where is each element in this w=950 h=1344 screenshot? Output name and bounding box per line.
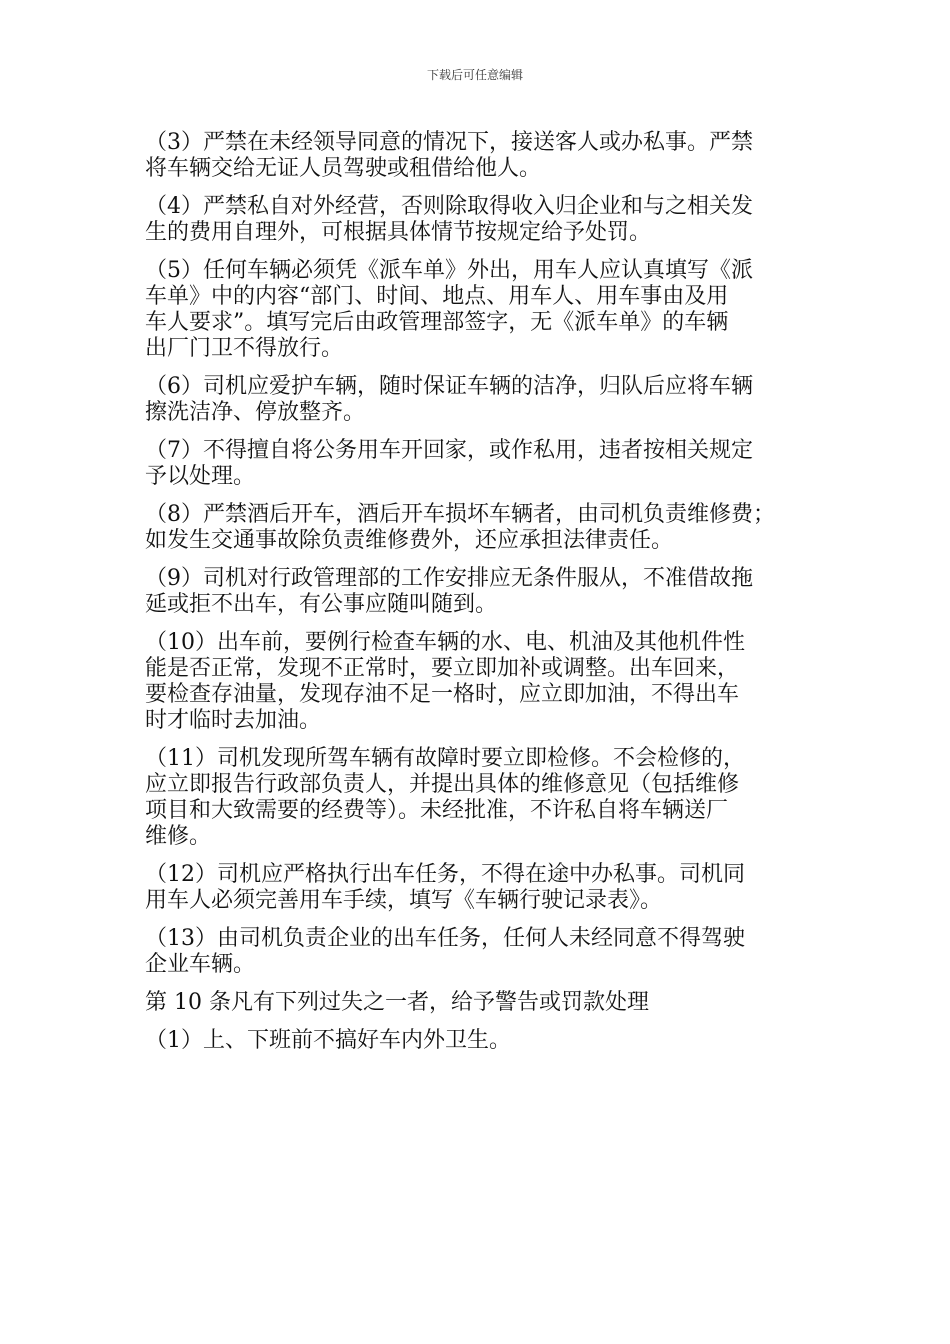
text-line: （9）司机对行政管理部的工作安排应无条件服从，不准借故拖 <box>145 566 753 591</box>
paragraph-4 <box>145 194 810 246</box>
article-10-item-1 <box>145 1028 810 1054</box>
text-line: （10）出车前，要例行检查车辆的水、电、机油及其他机件性 <box>145 630 745 655</box>
paragraph-8 <box>145 502 810 554</box>
document-body <box>145 130 810 1066</box>
text-line: 第 10 条凡有下列过失之一者，给予警告或罚款处理 <box>145 990 649 1015</box>
text-line: （8）严禁酒后开车，酒后开车损坏车辆者，由司机负责维修费； <box>145 502 775 527</box>
text-line: 予以处理。 <box>145 464 256 489</box>
article-10-heading <box>145 990 810 1016</box>
text-line: 能是否正常，发现不正常时，要立即加补或调整。出车回来， <box>145 656 740 681</box>
paragraph-6 <box>145 374 810 426</box>
text-line: 时才临时去加油。 <box>145 708 322 733</box>
text-line: 应立即报告行政部负责人，并提出具体的维修意见（包括维修 <box>145 772 740 797</box>
text-line: 企业车辆。 <box>145 952 256 977</box>
text-line: 车单》中的内容“部门、时间、地点、用车人、用车事由及用 <box>145 284 729 309</box>
text-line: 如发生交通事故除负责维修费外，还应承担法律责任。 <box>145 528 674 553</box>
text-line: （11）司机发现所驾车辆有故障时要立即检修。不会检修的， <box>145 746 745 771</box>
text-line: （12）司机应严格执行出车任务，不得在途中办私事。司机同 <box>145 862 745 887</box>
paragraph-10 <box>145 630 810 734</box>
paragraph-9 <box>145 566 810 618</box>
paragraph-5 <box>145 258 810 362</box>
text-line: 维修。 <box>145 824 212 849</box>
text-line: （4）严禁私自对外经营，否则除取得收入归企业和与之相关发 <box>145 194 753 219</box>
text-line: 延或拒不出车，有公事应随叫随到。 <box>145 592 498 617</box>
text-line: （6）司机应爱护车辆，随时保证车辆的洁净，归队后应将车辆 <box>145 374 753 399</box>
paragraph-13 <box>145 926 810 978</box>
paragraph-11 <box>145 746 810 850</box>
paragraph-7 <box>145 438 810 490</box>
text-line: （13）由司机负责企业的出车任务，任何人未经同意不得驾驶 <box>145 926 745 951</box>
text-line: （7）不得擅自将公务用车开回家，或作私用，违者按相关规定 <box>145 438 753 463</box>
text-line: 要检查存油量，发现存油不足一格时，应立即加油，不得出车 <box>145 682 740 707</box>
paragraph-3 <box>145 130 810 182</box>
text-line: 项目和大致需要的经费等）。未经批准，不许私自将车辆送厂 <box>145 798 729 823</box>
text-line: 将车辆交给无证人员驾驶或租借给他人。 <box>145 156 542 181</box>
text-line: （3）严禁在未经领导同意的情况下，接送客人或办私事。严禁 <box>145 130 753 155</box>
text-line: 用车人必须完善用车手续，填写《车辆行驶记录表》。 <box>145 888 663 913</box>
text-line: 出厂门卫不得放行。 <box>145 336 344 361</box>
text-line: （1）上、下班前不搞好车内外卫生。 <box>145 1028 511 1053</box>
text-line: （5）任何车辆必须凭《派车单》外出，用车人应认真填写《派 <box>145 258 753 283</box>
text-line: 生的费用自理外，可根据具体情节按规定给予处罚。 <box>145 220 652 245</box>
page-header: 下载后可任意编辑 <box>426 68 523 82</box>
text-line: 擦洗洁净、停放整齐。 <box>145 400 366 425</box>
text-line: 车人要求”。填写完后由政管理部签字，无《派车单》的车辆 <box>145 310 729 335</box>
paragraph-12 <box>145 862 810 914</box>
